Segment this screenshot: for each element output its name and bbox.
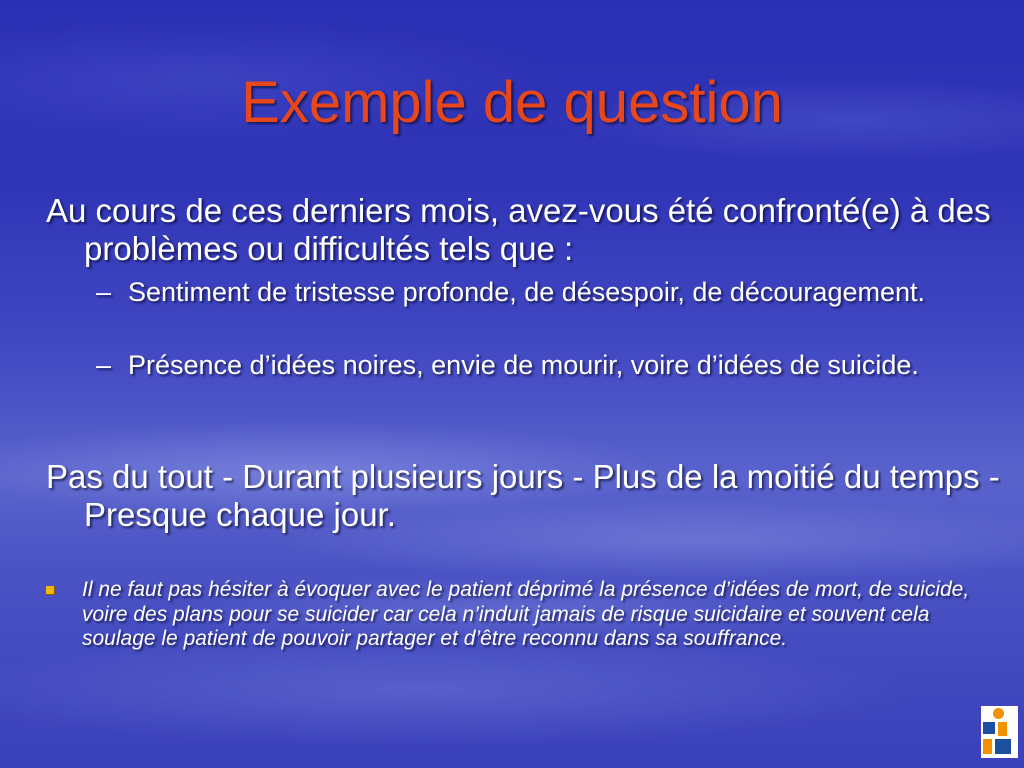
question-text: Au cours de ces derniers mois, avez-vous été confronté(e) à des problèmes ou difficultés tels que : [46,192,991,267]
sub-item-1 [96,277,1024,308]
sub-item-2 [96,350,1024,381]
logo-square-icon [998,722,1007,736]
logo-square-icon [995,739,1011,754]
slide-logo-icon [981,706,1018,758]
logo-square-icon [983,722,995,734]
dash-bullet: – [96,350,112,380]
sub-item-2-text: Présence d’idées noires, envie de mourir, voire d’idées de suicide. [128,350,919,380]
clinical-note: Il ne faut pas hésiter à évoquer avec le patient déprimé la présence d’idées de mort, de suicide, voire des plans pour se suicider car cela n’induit jamais de risque suicidaire et souvent cela soulage le patient de pouvoir partager et d’être reconnu dans sa souffrance. [82,578,970,650]
logo-dot-icon [993,708,1004,719]
answer-options: Pas du tout - Durant plusieurs jours - Plus de la moitié du temps - Presque chaque jour. [46,458,1000,533]
slide-title: Exemple de question [241,70,783,135]
sub-item-1-text: Sentiment de tristesse profonde, de désespoir, de découragement. [128,277,926,307]
logo-square-icon [983,739,992,754]
dash-bullet: – [96,277,112,307]
square-bullet-icon [46,586,55,595]
